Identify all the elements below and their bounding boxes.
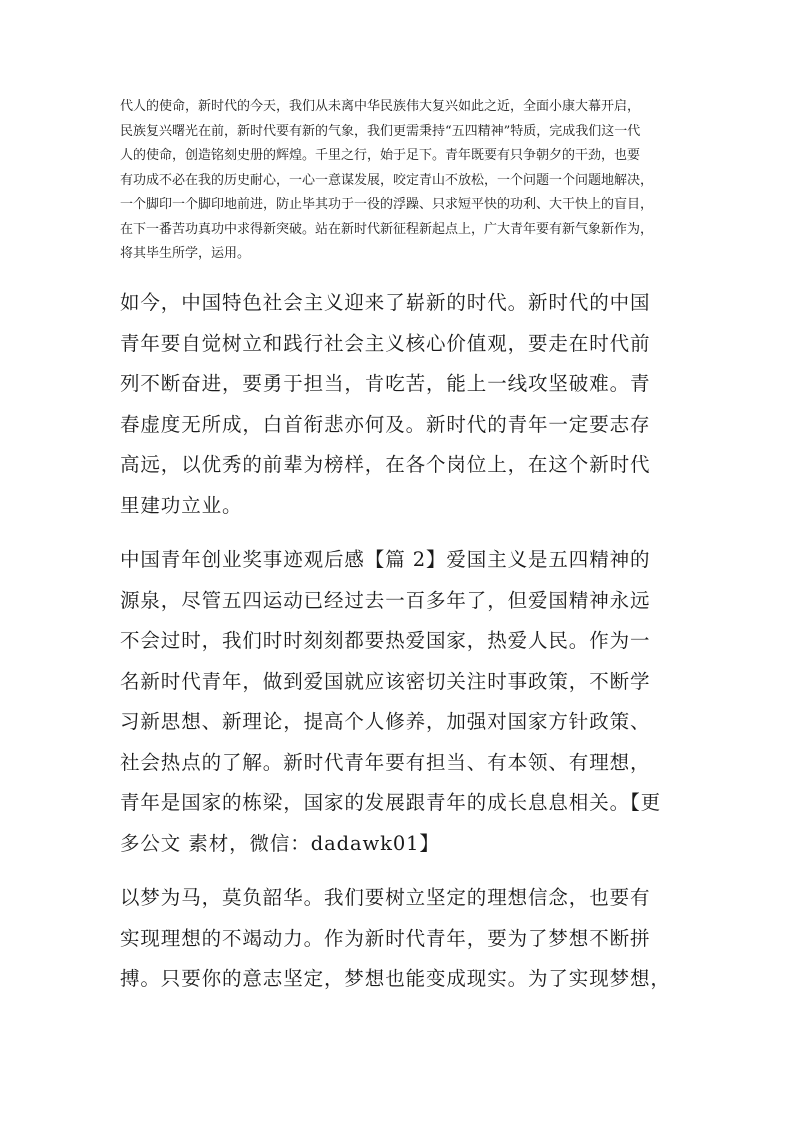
text-line: 以梦为马，莫负韶华。我们要树立坚定的理想信念，也要有 bbox=[120, 886, 651, 909]
text-line: 一个脚印一个脚印地前进，防止毕其功于一役的浮躁、只求短平快的功利、大干快上的盲目， bbox=[120, 197, 654, 212]
text-line: 民族复兴曙光在前，新时代要有新的气象，我们更需秉持“五四精神”特质，完成我们这一代 bbox=[120, 123, 641, 139]
text-line: 代人的使命，新时代的今天，我们从未离中华民族伟大复兴如此之近，全面小康大幕开启， bbox=[120, 99, 641, 114]
text-line: 青年要自觉树立和践行社会主义核心价值观，要走在时代前 bbox=[120, 331, 651, 355]
text-line: 里建功立业。 bbox=[120, 493, 243, 517]
paragraph-dream bbox=[120, 878, 680, 1000]
text-line: 习新思想、新理论，提高个人修养，加强对国家方针政策、 bbox=[120, 710, 651, 733]
text-line: 社会热点的了解。新时代青年要有担当、有本领、有理想， bbox=[120, 750, 651, 774]
continued-paragraph bbox=[120, 95, 680, 267]
text-line: 人的使命，创造铭刻史册的辉煌。千里之行，始于足下。青年既要有只争朝夕的干劲，也要 bbox=[120, 148, 641, 163]
text-line: 不会过时，我们时时刻刻都要热爱国家，热爱人民。作为一 bbox=[120, 629, 651, 652]
paragraph-essay-2 bbox=[120, 540, 680, 864]
text-line: 有功成不必在我的历史耐心，一心一意谋发展，咬定青山不放松，一个问题一个问题地解决， bbox=[120, 172, 654, 188]
text-line: 名新时代青年，做到爱国就应该密切关注时事政策，不断学 bbox=[120, 669, 651, 693]
text-line: 青年是国家的栋梁，国家的发展跟青年的成长息息相关。【更 bbox=[120, 791, 662, 814]
text-line: 源泉，尽管五四运动已经过去一百多年了，但爱国精神永远 bbox=[120, 588, 651, 612]
text-line: 春虚度无所成，白首衔悲亦何及。新时代的青年一定要志存 bbox=[120, 412, 651, 436]
text-line: 多公文 素材，微信：dadawk01】 bbox=[120, 831, 440, 855]
text-line: 如今，中国特色社会主义迎来了崭新的时代。新时代的中国 bbox=[120, 291, 651, 314]
text-line: 搏。只要你的意志坚定，梦想也能变成现实。为了实现梦想， bbox=[120, 967, 671, 990]
paragraph-new-era bbox=[120, 283, 680, 526]
text-line: 在下一番苦功真功中求得新突破。站在新时代新征程新起点上，广大青年要有新气象新作为， bbox=[120, 221, 654, 237]
text-line: 列不断奋进，要勇于担当，肯吃苦，能上一线攻坚破难。青 bbox=[120, 372, 651, 395]
text-line: 将其毕生所学，运用。 bbox=[120, 246, 251, 261]
text-line: 实现理想的不竭动力。作为新时代青年，要为了梦想不断拼 bbox=[120, 926, 651, 950]
text-line: 中国青年创业奖事迹观后感【篇 2】爱国主义是五四精神的 bbox=[120, 548, 651, 571]
text-line: 高远，以优秀的前辈为榜样，在各个岗位上，在这个新时代 bbox=[120, 453, 651, 476]
